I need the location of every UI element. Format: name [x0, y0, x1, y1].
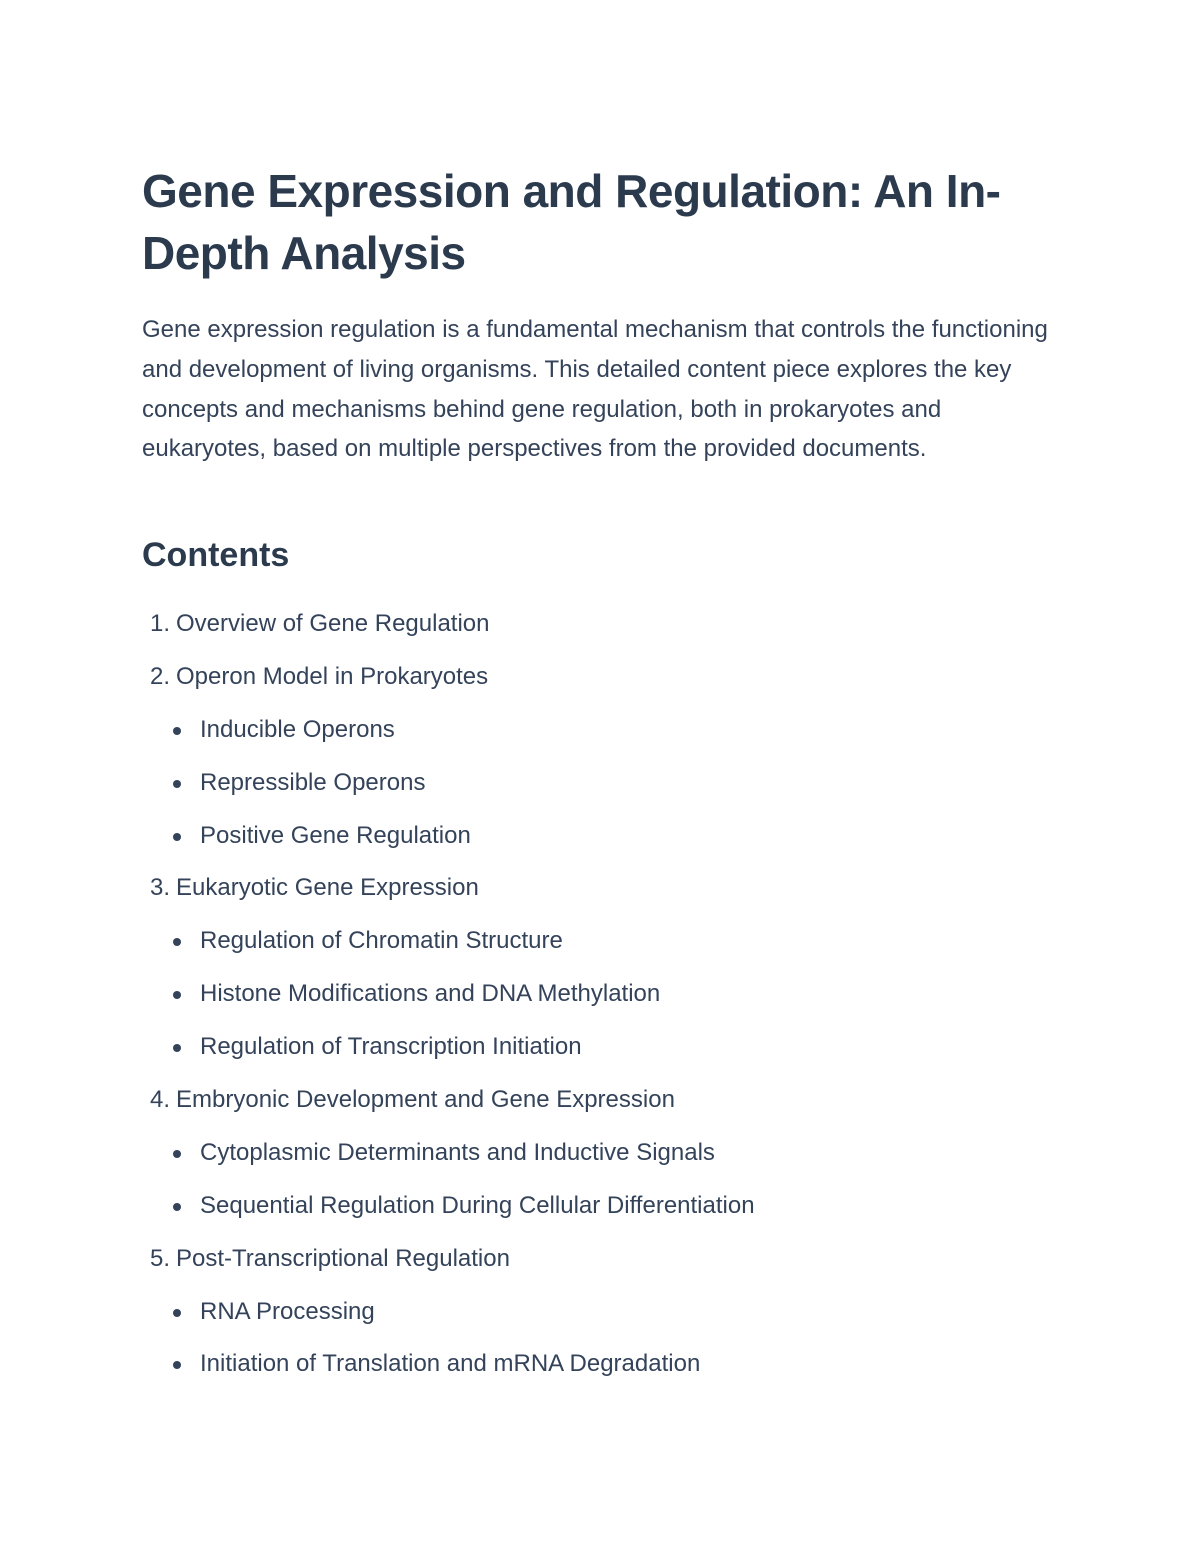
toc-item-overview — [142, 603, 1042, 656]
page-title: Gene Expression and Regulation: An In-Depth Analysis — [142, 165, 1001, 279]
toc-item-embryonic-development — [142, 1079, 1042, 1132]
intro-paragraph: Gene expression regulation is a fundamental mechanism that controls the functioning and development of living organisms. This detailed content piece explores the key concepts and mechanisms behind gene regulation, both in prokaryotes and eukaryotes, based on multiple perspectives from the provided documents. — [142, 316, 1048, 463]
toc-subitem-rna-processing — [142, 1291, 1042, 1344]
bullet-icon — [170, 1291, 200, 1333]
toc-item-number: 4. — [149, 1086, 170, 1114]
bullet-icon — [170, 762, 200, 804]
bullet-icon — [170, 973, 200, 1015]
toc-subitem-label: RNA Processing — [200, 1297, 375, 1325]
bullet-icon — [170, 709, 200, 751]
toc-subitem-cytoplasmic-determinants — [142, 1132, 1042, 1185]
toc-item-operon-model — [142, 656, 1042, 709]
toc-item-label: Post-Transcriptional Regulation — [176, 1244, 510, 1272]
toc-item-eukaryotic-gene-expression — [142, 867, 1042, 920]
toc-item-label: Eukaryotic Gene Expression — [176, 874, 479, 902]
bullet-icon — [170, 815, 200, 857]
toc-subitem-label: Inducible Operons — [200, 715, 395, 743]
toc-item-label: Operon Model in Prokaryotes — [176, 662, 489, 690]
bullet-icon — [170, 920, 200, 962]
toc-item-number: 5. — [149, 1244, 170, 1272]
toc-subitem-label: Cytoplasmic Determinants and Inductive Signals — [200, 1138, 715, 1166]
toc-subitem-label: Histone Modifications and DNA Methylation — [200, 980, 661, 1008]
bullet-icon — [170, 1185, 200, 1227]
bullet-icon — [170, 1343, 200, 1385]
toc-item-number: 1. — [149, 610, 170, 637]
toc-subitem-inducible-operons — [142, 709, 1042, 762]
toc-item-number: 3. — [149, 874, 170, 902]
toc-subitem-repressible-operons — [142, 762, 1042, 815]
toc-subitem-label: Positive Gene Regulation — [200, 821, 471, 849]
toc-subitem-label: Sequential Regulation During Cellular Differentiation — [200, 1191, 755, 1219]
bullet-icon — [170, 1132, 200, 1174]
toc-item-label: Embryonic Development and Gene Expression — [176, 1086, 675, 1114]
toc-subitem-chromatin-structure — [142, 920, 1042, 973]
bullet-icon — [170, 1026, 200, 1068]
toc-subitem-positive-gene-regulation — [142, 815, 1042, 868]
toc-item-post-transcriptional — [142, 1238, 1042, 1291]
toc-subitem-label: Initiation of Translation and mRNA Degradation — [200, 1350, 701, 1378]
toc-subitem-sequential-regulation — [142, 1185, 1042, 1238]
toc-subitem-label: Regulation of Transcription Initiation — [200, 1033, 582, 1061]
toc-item-label: Overview of Gene Regulation — [176, 610, 490, 637]
toc-subitem-transcription-initiation — [142, 1026, 1042, 1079]
contents-heading: Contents — [142, 536, 290, 574]
toc-subitem-histone-modifications — [142, 973, 1042, 1026]
toc-item-number: 2. — [149, 662, 170, 690]
toc-subitem-label: Repressible Operons — [200, 768, 426, 796]
toc-subitem-label: Regulation of Chromatin Structure — [200, 927, 563, 955]
table-of-contents — [142, 603, 1042, 1396]
toc-subitem-translation-initiation — [142, 1343, 1042, 1396]
